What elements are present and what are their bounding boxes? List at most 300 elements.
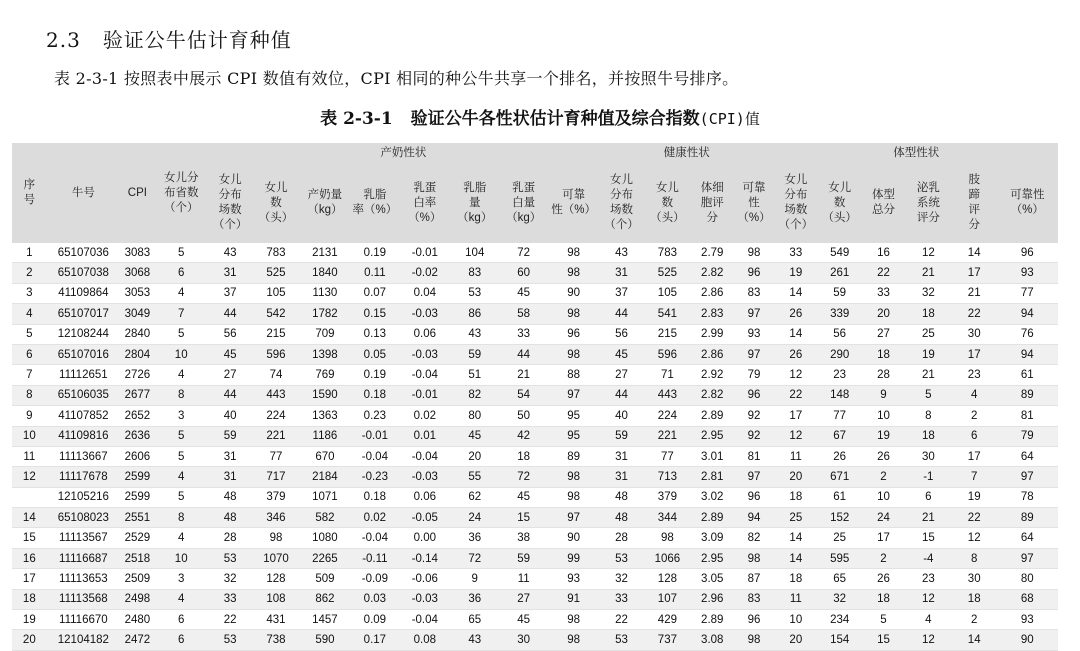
table-cell: 64	[997, 446, 1058, 466]
table-caption-id: 表 2-3-1	[320, 109, 393, 129]
table-cell: 94	[997, 304, 1058, 324]
table-cell: 0.23	[350, 406, 399, 426]
table-cell: 33	[862, 283, 905, 303]
table-cell: 22	[774, 385, 817, 405]
milk-header-6: 乳脂 量 （kg）	[450, 163, 499, 243]
table-caption-unit: (CPI)值	[699, 110, 760, 128]
table-cell: 17	[952, 446, 997, 466]
table-cell: 11113567	[47, 528, 120, 548]
evaluation-table	[12, 143, 1058, 651]
table-cell: 2.79	[691, 243, 734, 263]
table-cell: 105	[253, 283, 300, 303]
table-cell: 2.82	[691, 385, 734, 405]
table-cell: 97	[734, 304, 775, 324]
table-cell: 23	[817, 365, 862, 385]
table-cell: 59	[208, 426, 253, 446]
table-cell: 14	[952, 630, 997, 650]
table-cell: 2636	[120, 426, 155, 446]
table-cell: 22	[952, 508, 997, 528]
table-cell: 3	[12, 283, 47, 303]
milk-header-7: 乳蛋 白量 （kg）	[499, 163, 548, 243]
table-cell: -0.03	[399, 344, 450, 364]
table-cell: 148	[817, 385, 862, 405]
table-cell: 33	[208, 589, 253, 609]
table-cell: 19	[905, 344, 952, 364]
table-cell: 1590	[299, 385, 350, 405]
table-cell: 90	[548, 283, 599, 303]
table-cell: 8	[905, 406, 952, 426]
table-cell: 0.17	[350, 630, 399, 650]
table-cell: 0.06	[399, 324, 450, 344]
table-row	[12, 630, 1058, 650]
table-cell: 95	[548, 426, 599, 446]
table-cell: 0.05	[350, 344, 399, 364]
table-cell: 5	[155, 426, 208, 446]
table-cell: 28	[208, 528, 253, 548]
table-cell: 64	[997, 528, 1058, 548]
table-cell: 21	[499, 365, 548, 385]
table-cell: 87	[734, 569, 775, 589]
table-cell: 98	[734, 630, 775, 650]
table-cell: 80	[997, 569, 1058, 589]
table-cell: 24	[450, 508, 499, 528]
table-cell: 4	[155, 283, 208, 303]
table-cell: 21	[905, 508, 952, 528]
table-cell: 94	[734, 508, 775, 528]
table-cell: 93	[734, 324, 775, 344]
table-cell: 48	[599, 487, 644, 507]
table-cell: 443	[644, 385, 691, 405]
table-cell: 105	[644, 283, 691, 303]
table-row	[12, 548, 1058, 568]
health-header-4: 可靠 性 （%）	[734, 163, 775, 243]
table-cell: 541	[644, 304, 691, 324]
table-cell: 19	[952, 487, 997, 507]
table-cell: 3068	[120, 263, 155, 283]
table-cell: 215	[253, 324, 300, 344]
table-cell: 0.09	[350, 610, 399, 630]
table-cell: 27	[499, 589, 548, 609]
table-cell: 443	[253, 385, 300, 405]
table-cell: 596	[644, 344, 691, 364]
table-cell: 20	[12, 630, 47, 650]
table-cell: 1080	[299, 528, 350, 548]
table-cell: 4	[155, 589, 208, 609]
table-cell: 22	[952, 304, 997, 324]
table-cell: 2.92	[691, 365, 734, 385]
table-cell: 56	[208, 324, 253, 344]
table-cell: 9	[450, 569, 499, 589]
table-body	[12, 243, 1058, 650]
table-cell: 18	[499, 446, 548, 466]
table-cell: 582	[299, 508, 350, 528]
table-cell: 0.18	[350, 487, 399, 507]
table-cell: 65107036	[47, 243, 120, 263]
table-cell: 96	[734, 263, 775, 283]
table-cell: 15	[905, 528, 952, 548]
table-row	[12, 304, 1058, 324]
table-cell: 2.83	[691, 304, 734, 324]
table-cell: 32	[817, 589, 862, 609]
table-cell: 53	[208, 630, 253, 650]
type-header-4: 泌乳 系统 评分	[905, 163, 952, 243]
table-cell: 671	[817, 467, 862, 487]
table-cell: 769	[299, 365, 350, 385]
table-cell: 2599	[120, 487, 155, 507]
table-cell: 25	[905, 324, 952, 344]
table-cell: 12	[952, 528, 997, 548]
group-type-traits: 体型性状	[774, 143, 1058, 163]
table-cell: 1071	[299, 487, 350, 507]
table-cell: 28	[599, 528, 644, 548]
table-row	[12, 487, 1058, 507]
table-cell: 0.15	[350, 304, 399, 324]
table-cell: 3.08	[691, 630, 734, 650]
table-cell: 31	[599, 446, 644, 466]
table-cell: 59	[817, 283, 862, 303]
table-cell: 33	[774, 243, 817, 263]
table-cell: 93	[997, 263, 1058, 283]
table-cell: 82	[734, 528, 775, 548]
table-cell: 44	[208, 385, 253, 405]
table-cell: 15	[862, 630, 905, 650]
table-cell: 88	[548, 365, 599, 385]
table-cell: 525	[644, 263, 691, 283]
table-cell: 43	[599, 243, 644, 263]
table-cell: 2518	[120, 548, 155, 568]
table-cell: -0.01	[350, 426, 399, 446]
table-cell: 98	[644, 528, 691, 548]
table-row	[12, 569, 1058, 589]
table-cell: 78	[997, 487, 1058, 507]
table-cell: 11116670	[47, 610, 120, 630]
table-cell: 215	[644, 324, 691, 344]
table-cell: 37	[599, 283, 644, 303]
table-cell: 6	[12, 344, 47, 364]
table-cell: 11113653	[47, 569, 120, 589]
table-cell: 18	[862, 344, 905, 364]
table-cell: 10	[155, 548, 208, 568]
table-cell: 108	[253, 589, 300, 609]
table-cell: 290	[817, 344, 862, 364]
table-cell: 2.95	[691, 426, 734, 446]
table-caption-title: 验证公牛各性状估计育种值及综合指数	[410, 109, 700, 129]
table-cell: 67	[817, 426, 862, 446]
table-cell: 2265	[299, 548, 350, 568]
header-daughter-provinces: 女儿分 布省数 （个）	[155, 143, 208, 243]
table-cell: 54	[499, 385, 548, 405]
table-cell: 1457	[299, 610, 350, 630]
table-cell: 99	[548, 548, 599, 568]
table-cell: 42	[499, 426, 548, 446]
table-row	[12, 324, 1058, 344]
table-cell: 36	[450, 528, 499, 548]
table-cell: 2480	[120, 610, 155, 630]
table-cell: 2	[952, 406, 997, 426]
table-cell: 20	[862, 304, 905, 324]
table-cell: 1	[12, 243, 47, 263]
table-cell: 0.08	[399, 630, 450, 650]
table-cell: 33	[599, 589, 644, 609]
table-cell: 5	[862, 610, 905, 630]
table-cell: -1	[905, 467, 952, 487]
table-cell: 93	[997, 610, 1058, 630]
table-cell: 32	[599, 569, 644, 589]
table-cell: 26	[862, 569, 905, 589]
table-cell: 81	[734, 446, 775, 466]
table-cell: 0.03	[350, 589, 399, 609]
table-row	[12, 243, 1058, 263]
section-number: 2.3	[46, 28, 81, 52]
table-cell: 59	[450, 344, 499, 364]
table-row	[12, 365, 1058, 385]
table-cell: 23	[905, 569, 952, 589]
table-cell: 89	[997, 508, 1058, 528]
table-cell: 431	[253, 610, 300, 630]
table-cell: 2.89	[691, 508, 734, 528]
table-cell: 12	[905, 630, 952, 650]
table-cell: 2	[862, 467, 905, 487]
milk-header-5: 乳蛋 白率 （%）	[399, 163, 450, 243]
table-cell: 27	[862, 324, 905, 344]
table-cell: 8	[952, 548, 997, 568]
table-cell: 48	[208, 508, 253, 528]
table-cell: -0.01	[399, 243, 450, 263]
table-cell: -0.01	[399, 385, 450, 405]
table-cell: 261	[817, 263, 862, 283]
table-cell: 98	[548, 304, 599, 324]
table-cell: 72	[450, 548, 499, 568]
table-cell: 0.07	[350, 283, 399, 303]
table-cell: 21	[905, 365, 952, 385]
table-cell: 97	[734, 344, 775, 364]
table-cell: 12	[774, 426, 817, 446]
table-cell: 53	[450, 283, 499, 303]
table-cell: 96	[734, 487, 775, 507]
table-cell: 2726	[120, 365, 155, 385]
table-cell: 11	[499, 569, 548, 589]
table-cell: 53	[599, 548, 644, 568]
table-cell: 98	[734, 243, 775, 263]
table-cell: 26	[774, 344, 817, 364]
table-cell: 11113568	[47, 589, 120, 609]
table-cell: 0.00	[399, 528, 450, 548]
table-cell: 11117678	[47, 467, 120, 487]
table-cell: 33	[499, 324, 548, 344]
table-cell: 45	[208, 344, 253, 364]
table-cell: 221	[253, 426, 300, 446]
table-cell: 59	[499, 548, 548, 568]
table-cell: 58	[499, 304, 548, 324]
table-cell: -0.09	[350, 569, 399, 589]
milk-header-8: 可靠 性（%）	[548, 163, 599, 243]
intro-paragraph: 表 2-3-1 按照表中展示 CPI 数值有效位，CPI 相同的种公牛共享一个排名，并按照牛号排序。	[54, 69, 739, 88]
table-cell: 45	[499, 487, 548, 507]
table-cell: 10	[155, 344, 208, 364]
table-cell: 65106035	[47, 385, 120, 405]
table-cell: 93	[548, 569, 599, 589]
table-cell: 19	[862, 426, 905, 446]
table-row	[12, 528, 1058, 548]
table-cell: 82	[450, 385, 499, 405]
table-cell: 18	[774, 487, 817, 507]
table-row	[12, 446, 1058, 466]
table-cell: 86	[450, 304, 499, 324]
table-cell: 2.99	[691, 324, 734, 344]
table-cell: 21	[952, 283, 997, 303]
table-cell: 40	[599, 406, 644, 426]
table-cell: 3.01	[691, 446, 734, 466]
table-cell: 596	[253, 344, 300, 364]
table-cell: 595	[817, 548, 862, 568]
table-cell: 22	[208, 610, 253, 630]
table-cell: 234	[817, 610, 862, 630]
table-cell: 9	[862, 385, 905, 405]
table-cell: -0.03	[399, 467, 450, 487]
table-cell: 97	[548, 508, 599, 528]
table-cell: 1066	[644, 548, 691, 568]
table-cell: 11	[12, 446, 47, 466]
table-cell: 44	[599, 385, 644, 405]
table-cell: 12	[905, 589, 952, 609]
table-cell: 10	[862, 406, 905, 426]
table-cell: 18	[952, 589, 997, 609]
table-cell: 26	[862, 446, 905, 466]
table-cell: 31	[208, 263, 253, 283]
table-cell: 98	[253, 528, 300, 548]
table-cell: 22	[862, 263, 905, 283]
table-cell: 25	[774, 508, 817, 528]
table-cell: 0.02	[350, 508, 399, 528]
table-cell: 16	[12, 548, 47, 568]
table-cell: 2.86	[691, 344, 734, 364]
table-cell: 48	[599, 508, 644, 528]
table-cell: 17	[12, 569, 47, 589]
table-cell: 379	[644, 487, 691, 507]
table-cell: 97	[734, 467, 775, 487]
table-cell: 80	[450, 406, 499, 426]
table-cell: 2840	[120, 324, 155, 344]
table-cell: 14	[774, 528, 817, 548]
table-cell: 44	[499, 344, 548, 364]
table-cell: 7	[952, 467, 997, 487]
table-cell: 128	[644, 569, 691, 589]
table-cell: 43	[208, 243, 253, 263]
table-cell: 30	[952, 324, 997, 344]
table-cell: 96	[997, 243, 1058, 263]
table-cell: 4	[952, 385, 997, 405]
table-cell: 98	[548, 487, 599, 507]
table-cell: 77	[997, 283, 1058, 303]
table-cell: 15	[12, 528, 47, 548]
table-cell: 2509	[120, 569, 155, 589]
table-cell: 26	[774, 304, 817, 324]
table-cell: 61	[997, 365, 1058, 385]
table-cell: 783	[253, 243, 300, 263]
table-cell: 8	[155, 385, 208, 405]
table-cell: 18	[774, 569, 817, 589]
table-cell: 717	[253, 467, 300, 487]
table-cell: 36	[450, 589, 499, 609]
table-cell: 12	[12, 467, 47, 487]
milk-header-3: 产奶量 （kg）	[299, 163, 350, 243]
table-cell: 44	[599, 304, 644, 324]
table-cell: 2.89	[691, 610, 734, 630]
type-header-1: 女儿 分布 场数 （个）	[774, 163, 817, 243]
table-cell: 2.89	[691, 406, 734, 426]
table-cell: 107	[644, 589, 691, 609]
table-cell: 50	[499, 406, 548, 426]
table-cell: 96	[548, 324, 599, 344]
table-cell: 98	[548, 610, 599, 630]
table-cell: 1186	[299, 426, 350, 446]
table-cell: 1782	[299, 304, 350, 324]
section-title: 验证公牛估计育种值	[102, 28, 292, 52]
table-cell: 11	[774, 589, 817, 609]
table-cell: 2	[12, 263, 47, 283]
table-row	[12, 467, 1058, 487]
table-cell: 6	[905, 487, 952, 507]
table-cell: 713	[644, 467, 691, 487]
table-cell: 525	[253, 263, 300, 283]
table-cell: 77	[253, 446, 300, 466]
table-cell: 14	[12, 508, 47, 528]
table-cell: 90	[997, 630, 1058, 650]
table-cell: 1130	[299, 283, 350, 303]
table-cell: 26	[817, 446, 862, 466]
table-cell: 224	[253, 406, 300, 426]
table-cell: 71	[644, 365, 691, 385]
table-cell: 14	[952, 243, 997, 263]
table-cell: -0.23	[350, 467, 399, 487]
table-cell: 59	[599, 426, 644, 446]
milk-header-4: 乳脂 率（%）	[350, 163, 399, 243]
table-cell: -0.14	[399, 548, 450, 568]
table-cell: 28	[862, 365, 905, 385]
table-cell: 45	[499, 283, 548, 303]
table-cell: 10	[862, 487, 905, 507]
table-cell: 542	[253, 304, 300, 324]
table-cell: 45	[499, 610, 548, 630]
table-cell: 83	[734, 283, 775, 303]
table-row	[12, 344, 1058, 364]
table-cell: 92	[734, 426, 775, 446]
table-cell: 6	[155, 610, 208, 630]
table-cell: 45	[599, 344, 644, 364]
table-cell: 72	[499, 467, 548, 487]
table-cell: 40	[208, 406, 253, 426]
milk-header-1: 女儿 分布 场数 （个）	[208, 163, 253, 243]
table-cell: 89	[548, 446, 599, 466]
table-cell: 2184	[299, 467, 350, 487]
table-cell: 2677	[120, 385, 155, 405]
table-cell: -0.05	[399, 508, 450, 528]
table-cell: 12	[905, 243, 952, 263]
table-cell: 5	[155, 487, 208, 507]
table-cell: 2.81	[691, 467, 734, 487]
header-seq: 序 号	[12, 143, 47, 243]
table-cell: 11112651	[47, 365, 120, 385]
table-cell: 3	[155, 406, 208, 426]
table-cell: 152	[817, 508, 862, 528]
table-header	[12, 143, 1058, 243]
table-cell: 98	[548, 467, 599, 487]
table-cell: 95	[548, 406, 599, 426]
table-cell: -0.04	[399, 365, 450, 385]
table-row	[12, 283, 1058, 303]
health-header-1: 女儿 分布 场数 （个）	[599, 163, 644, 243]
table-cell: 1363	[299, 406, 350, 426]
